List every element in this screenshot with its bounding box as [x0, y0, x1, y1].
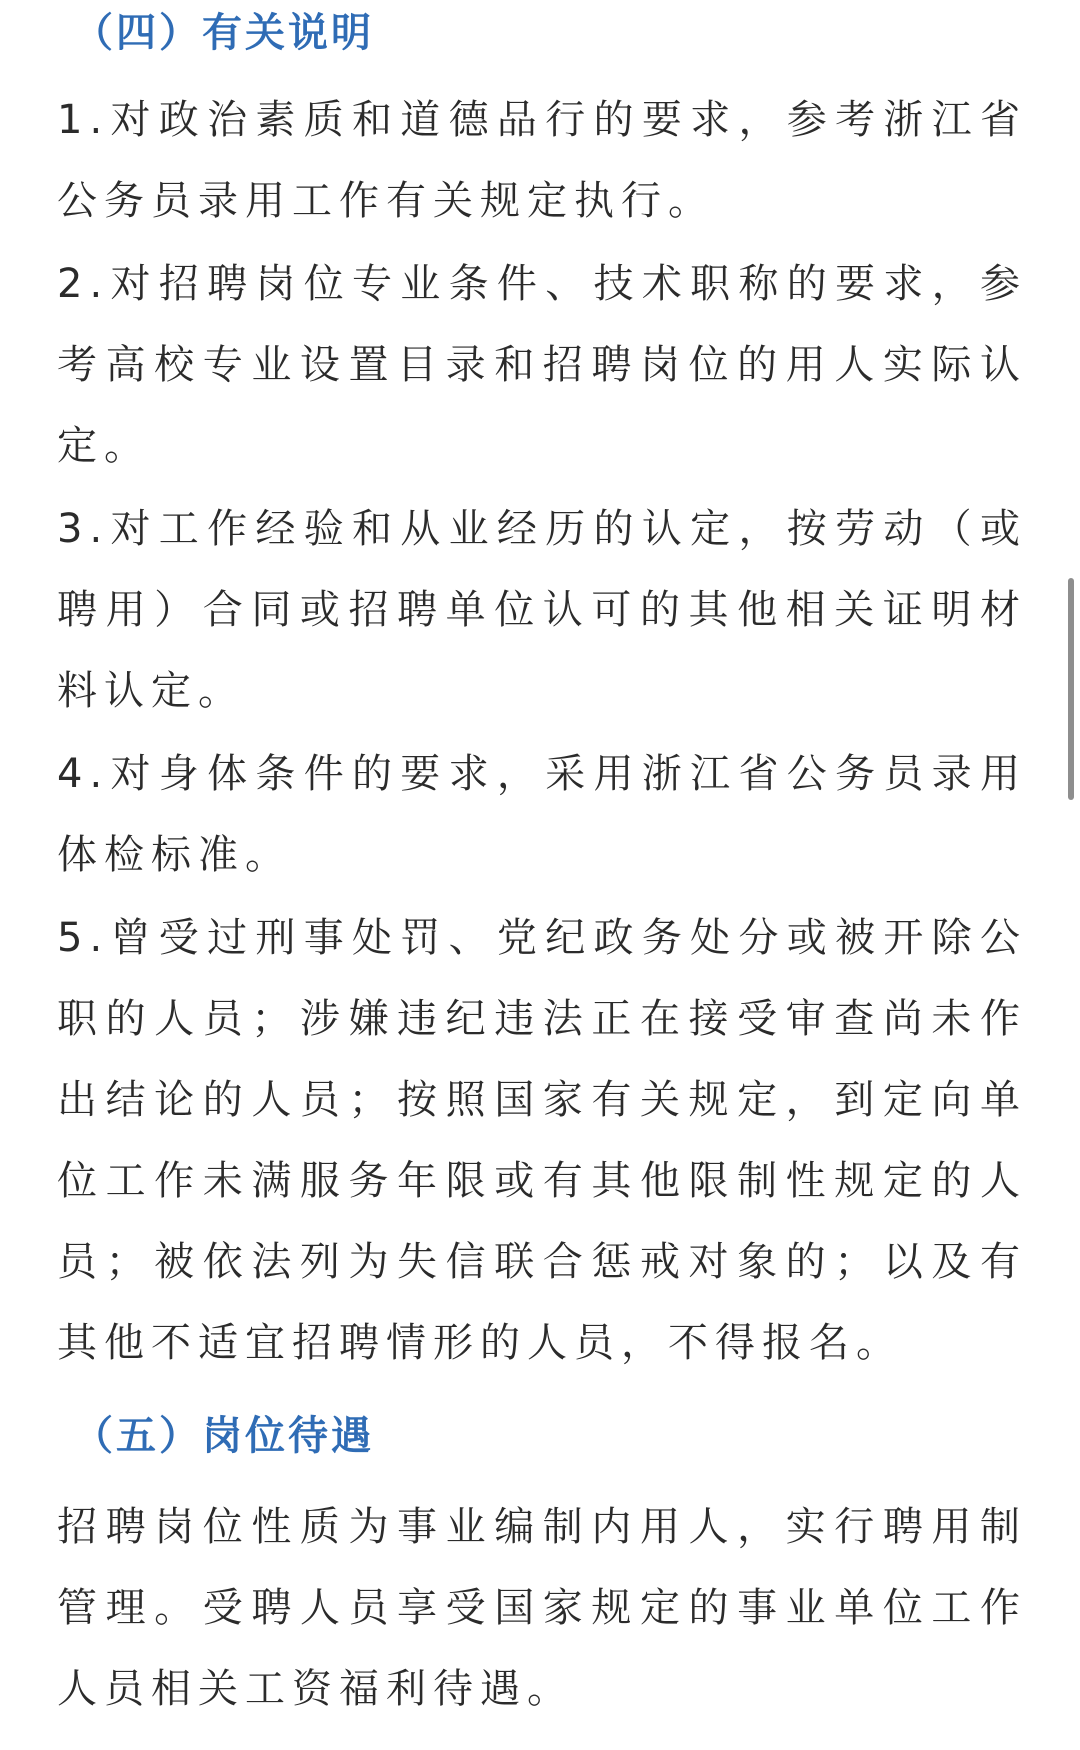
paragraph-ineligible-persons: 5.曾受过刑事处罚、党纪政务处分或被开除公职的人员；涉嫌违纪违法正在接受审查尚未作出结论的人员；按照国家有关规定，到定向单位工作未满服务年限或有其他限制性规定的人员；被依法列为失信联合惩戒对象的；以及有其他不适宜招聘情形的人员，不得报名。	[57, 915, 1027, 1366]
scrollbar-thumb[interactable]	[1068, 578, 1074, 800]
paragraph-professional-conditions: 2.对招聘岗位专业条件、技术职称的要求，参考高校专业设置目录和招聘岗位的用人实际认定。	[57, 261, 1027, 469]
paragraph-political-quality: 1.对政治素质和道德品行的要求，参考浙江省公务员录用工作有关规定执行。	[57, 97, 1027, 224]
section-heading-notes: （四）有关说明	[73, 10, 374, 56]
section-heading-benefits: （五）岗位待遇	[73, 1413, 374, 1459]
vertical-scrollbar[interactable]	[1066, 0, 1080, 1750]
article-body	[57, 0, 1027, 1730]
paragraph-work-experience: 3.对工作经验和从业经历的认定，按劳动（或聘用）合同或招聘单位认可的其他相关证明材料认定。	[57, 506, 1027, 714]
paragraph-physical-conditions: 4.对身体条件的要求，采用浙江省公务员录用体检标准。	[57, 751, 1027, 878]
paragraph-job-benefits: 招聘岗位性质为事业编制内用人，实行聘用制管理。受聘人员享受国家规定的事业单位工作人员相关工资福利待遇。	[57, 1504, 1027, 1712]
